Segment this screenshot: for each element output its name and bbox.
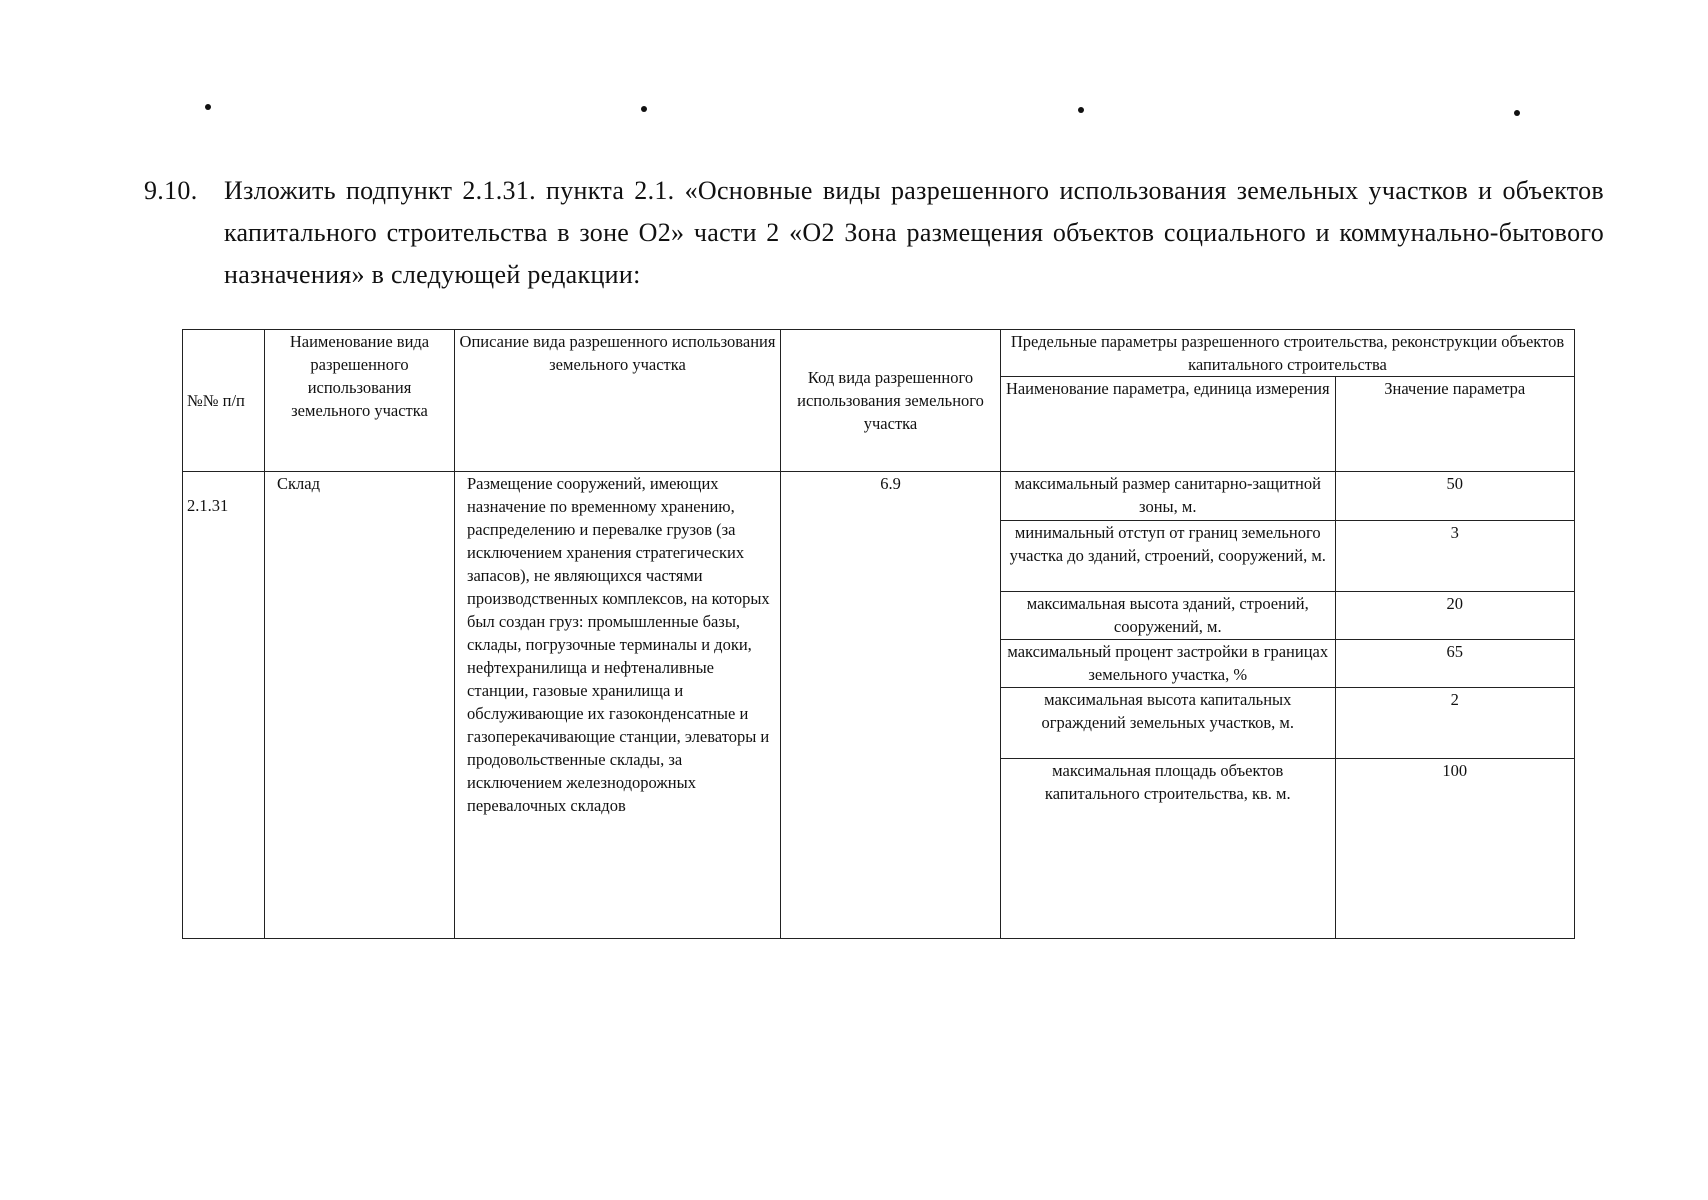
land-use-table [182, 329, 1575, 939]
row-params [1001, 472, 1575, 939]
param-value: 2 [1335, 687, 1574, 758]
paragraph-number: 9.10. [144, 176, 198, 205]
param-name: максимальный размер санитарно-защитной зоны, м. [1001, 472, 1335, 520]
param-value: 100 [1335, 758, 1574, 938]
param-row [1001, 758, 1574, 938]
header-param-value: Значение параметра [1384, 379, 1526, 398]
table-row [183, 472, 1575, 939]
amendment-paragraph [144, 170, 1604, 296]
param-name: максимальная высота капитальных ограждений земельных участков, м. [1001, 687, 1335, 758]
param-name: максимальная высота зданий, строений, сооружений, м. [1001, 591, 1335, 639]
scan-mark-dot-2 [641, 106, 647, 112]
param-value: 50 [1446, 474, 1463, 493]
param-value: 65 [1335, 639, 1574, 687]
param-name: максимальный процент застройки в границах земельного участка, % [1001, 639, 1335, 687]
param-row [1001, 591, 1574, 639]
param-value: 3 [1335, 520, 1574, 591]
param-name: минимальный отступ от границ земельного участка до зданий, строений, сооружений, м. [1001, 520, 1335, 591]
header-params [1001, 377, 1575, 472]
scan-mark-dot-3 [1078, 107, 1084, 113]
table-header-row [183, 330, 1575, 377]
param-row [1001, 687, 1574, 758]
header-num: №№ п/п [183, 330, 265, 472]
param-name: максимальная площадь объектов капитального строительства, кв. м. [1001, 758, 1335, 938]
row-code: 6.9 [781, 472, 1001, 939]
header-param-name: Наименование параметра, единица измерения [1001, 377, 1335, 471]
param-row [1001, 639, 1574, 687]
scan-mark-dot-4 [1514, 110, 1520, 116]
row-description: Размещение сооружений, имеющих назначение по временному хранению, распределению и перевалке грузов (за исключением хранения стратегических запасов), не являющихся частями производственных комплексов, на которых был создан груз: промышленные базы, склады, погрузочные терминалы и доки, нефтехранилища и нефтеналивные станции, газовые хранилища и обслуживающие их газоконденсатные и газоперекачивающие станции, элеваторы и продовольственные склады, за исключением железнодорожных перевалочных складов [455, 472, 781, 939]
row-name: Склад [265, 472, 455, 939]
param-row [1001, 520, 1574, 591]
header-description: Описание вида разрешенного использования земельного участка [455, 330, 781, 472]
header-limits: Предельные параметры разрешенного строительства, реконструкции объектов капитального строительства [1001, 330, 1575, 377]
paragraph-text: Изложить подпункт 2.1.31. пункта 2.1. «Основные виды разрешенного использования земельных участков и объектов капитального строительства в зоне О2» части 2 «О2 Зона размещения объектов социального и коммунально-бытового назначения» в следующей редакции: [224, 176, 1604, 289]
row-num: 2.1.31 [183, 472, 265, 939]
header-name: Наименование вида разрешенного использования земельного участка [265, 330, 455, 472]
param-value: 20 [1335, 591, 1574, 639]
param-row [1001, 472, 1574, 520]
scan-mark-dot-1 [205, 104, 211, 110]
header-code: Код вида разрешенного использования земельного участка [781, 330, 1001, 472]
